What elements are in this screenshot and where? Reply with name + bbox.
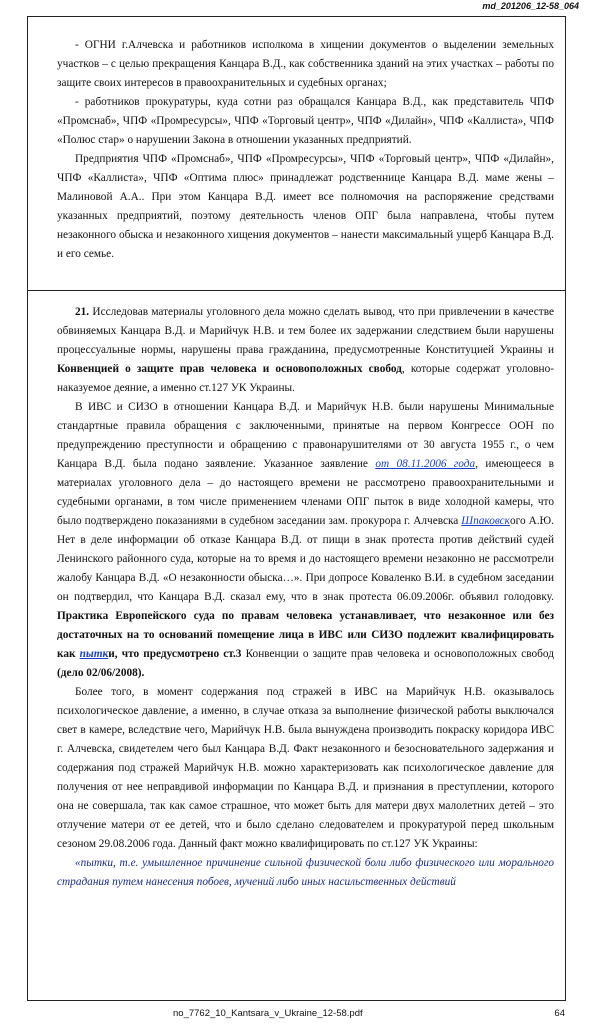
text-run: В ИВС и СИЗО в отношении Канцара В.Д. и Марийчук Н.В. были нарушены Минимальные стандартные правила обращения с заключенными, принятые на первом Конгрессе ООН по предупреждению преступности и обращению с правонарушителями от 30 августа 1955 г., о чем Канцара В.Д. была подано заявление. Указанное заявление	[57, 401, 554, 470]
paragraph-ivs-sizo	[57, 398, 554, 683]
text-run: ого А.Ю. Нет в деле информации об отказе Канцара В.Д. от пищи в знак протеста против действий судей Ленинского районного суда, которые на то время и до настоящего времени незаконно не рассмотрели жалобу Канцара В.Д. «О незаконности обыска…». При допросе Коваленко В.И. в судебном заседании он подтвердил, что Канцара В.Д. сказал ему, что в знак протеста 06.09.2006г. объявил голодовку.	[57, 515, 554, 603]
page-frame-right	[565, 16, 566, 1000]
section-divider	[27, 290, 566, 291]
paragraph-prosecutors: - работников прокуратуры, куда сотни раз обращался Канцара В.Д., как представитель ЧПФ «Промснаб», ЧПФ «Промресурсы», ЧПФ «Торговый центр», ЧПФ «Дилайн», ЧПФ «Каллиста», ЧПФ «Полюс стар» о нарушении Закона в отношении указанных предприятий.	[57, 96, 554, 146]
section-number: 21.	[75, 306, 90, 318]
footer-filename: no_7762_10_Kantsara_v_Ukraine_12-58.pdf	[173, 1008, 363, 1019]
case-reference: (дело 02/06/2008).	[57, 667, 145, 679]
paragraph-enterprises: Предприятия ЧПФ «Промснаб», ЧПФ «Промресурсы», ЧПФ «Торговый центр», ЧПФ «Дилайн», ЧПФ «Каллиста», ЧПФ «Оптима плюс» принадлежат родственнице Канцара В.Д. маме жены – Малиновой А.А.. При этом Канцара В.Д. имеет все полномочия на распоряжение средствами указанных предприятий, поэтому деятельность членов ОПГ была направлена, чтобы путем незаконного обыска и незаконного хищения документов – нанести максимальный ущерб Канцара В.Д. и его семье.	[57, 153, 554, 260]
paragraph-ogni: - ОГНИ г.Алчевска и работников исполкома в хищении документов о выделении земельных участков – с целью прекращения Канцара В.Д., как собственника зданий на этих участках – работы по защите своих интересов в правоохранительных и судебных органах;	[57, 39, 554, 89]
text-run: , имеющееся в материалах уголовного дела – до настоящего времени не рассмотрено правоохранительными и судебными органами, в том числе применением членами ОПГ пыток в виде холодной камеры, что было подтверждено показаниями в судебном заседании зам. прокурора г. Алчевска	[57, 458, 554, 527]
document-code: md_201206_12-58_064	[482, 1, 579, 11]
text-run: , которые содержат уголовно-наказуемое деяние, а именно ст.127 УК Украины.	[57, 363, 555, 394]
convention-name: Конвенцией о защите прав человека и основоположных свобод	[57, 363, 402, 375]
quote-torture-definition: «пытки, т.е. умышленное причинение сильной физической боли либо физического или морального страдания путем нанесения побоев, мучений либо иных насильственных действий	[57, 857, 554, 888]
paragraph-psychological-pressure: Более того, в момент содержания под стражей в ИВС на Марийчук Н.В. оказывалось психологическое давление, а именно, в случае отказа за выполнение физической работы выключался свет в камере, вследствие чего, Марийчук Н.В. была вынуждена производить покраску коридора ИВС г. Алчевска, свидетелем чего был Канцара В.Д. Факт незаконного и безосновательного задержания и содержания под стражей Марийчук Н.В. можно характеризовать как психологическое давление для получения от нее неправдивой информации по Канцара В.Д. и признания в преступлении, которого она не совершала, так как самое страшное, что может быть для матери двух малолетних детей – это отлучение матери от ее детей, что и было сделано следователем и прокуратурой перед школьным сезоном 29.08.2006 года. Данный факт можно квалифицировать по ст.127 УК Украины:	[57, 686, 554, 850]
link-torture[interactable]: пытк	[79, 648, 109, 660]
top-rule	[27, 16, 566, 17]
block-section-21	[57, 303, 554, 892]
link-shpakovsky[interactable]: Шпаковск	[461, 515, 510, 527]
page-frame-left	[27, 16, 28, 1000]
text-run: Исследовав материалы уголовного дела можно сделать вывод, что при привлечении в качестве обвиняемых Канцара В.Д. и Марийчук Н.В. и тем более их задержании следствием были нарушены процессуальные нормы, нарушены права гражданина, предусмотренные Конституцией Украины и	[57, 306, 554, 356]
echr-practice-text: Практика Европейского суда по правам человека устанавливает, что незаконное или без достаточных на то оснований помещение лица в ИВС или СИЗО подлежит квалифицировать как	[57, 610, 554, 660]
text-run: Конвенции о защите прав человека и основоположных свобод	[241, 648, 554, 660]
link-statement-date[interactable]: от 08.11.2006 года	[375, 458, 476, 470]
article-3-text: и, что предусмотрено ст.3	[108, 648, 242, 660]
footer-page-number: 64	[554, 1008, 565, 1019]
paragraph-21-intro	[57, 303, 554, 398]
bottom-rule	[27, 1000, 566, 1001]
block-previous-section	[57, 36, 554, 264]
